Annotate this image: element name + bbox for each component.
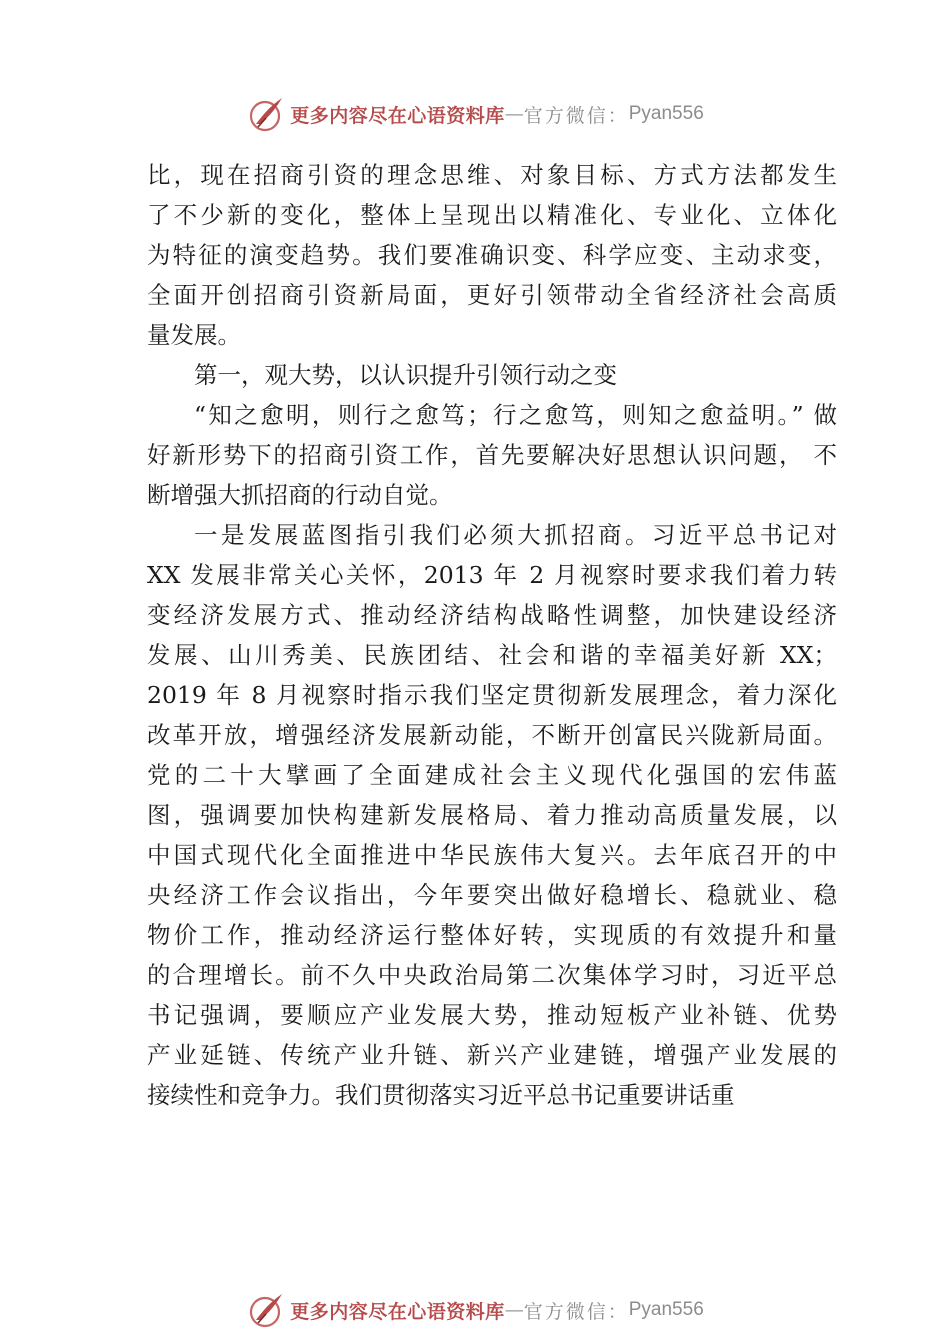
text-line: XX 发展非常关心关怀，2013 年 2 月视察时要求我们着力转 [147,561,837,589]
text-line: 书记强调，要顺应产业发展大势，推动短板产业补链、优势 [147,1001,837,1029]
text-line: 图，强调要加快构建新发展格局、着力推动高质量发展，以 [147,801,837,829]
text-line: 接续性和竞争力。我们贯彻落实习近平总书记重要讲话重 [147,1081,735,1109]
text-line: 物价工作，推动经济运行整体好转，实现质的有效提升和量 [147,921,837,949]
text-line: 比，现在招商引资的理念思维、对象目标、方式方法都发生 [147,161,837,189]
text-line: 的合理增长。前不久中央政治局第二次集体学习时，习近平总 [147,961,837,989]
document-body [147,155,837,1115]
watermark-wechat-label: 官方微信： [523,1300,629,1323]
text-line: 发展、山川秀美、民族团结、社会和谐的幸福美好新 XX； [147,641,837,669]
quill-logo-icon [246,1290,286,1330]
text-line: “知之愈明，则行之愈笃；行之愈笃，则知之愈益明。” 做 [194,401,837,429]
text-line: 为特征的演变趋势。我们要准确识变、科学应变、主动求变， [147,241,837,269]
text-line: 产业延链、传统产业升链、新兴产业建链，增强产业发展的 [147,1041,837,1069]
watermark-site-text: 更多内容尽在心语资料库 [290,1300,505,1323]
text-line: 第一，观大势，以认识提升引领行动之变 [194,361,617,389]
text-line: 中国式现代化全面推进中华民族伟大复兴。去年底召开的中 [147,841,837,869]
watermark-dash: — [504,1299,524,1321]
footer-watermark [0,1288,950,1332]
text-line: 改革开放，增强经济发展新动能，不断开创富民兴陇新局面。 [147,721,837,749]
text-line: 好新形势下的招商引资工作，首先要解决好思想认识问题， 不 [147,441,837,469]
header-watermark [0,92,950,136]
watermark-wechat-id: Pyan556 [628,103,704,124]
watermark-dash: — [504,103,524,125]
text-line: 央经济工作会议指出，今年要突出做好稳增长、稳就业、稳 [147,881,837,909]
text-line: 全面开创招商引资新局面，更好引领带动全省经济社会高质 [147,281,837,309]
text-line: 变经济发展方式、推动经济结构战略性调整，加快建设经济 [147,601,837,629]
text-line: 一是发展蓝图指引我们必须大抓招商。习近平总书记对 [194,521,837,549]
text-line: 量发展。 [147,321,241,349]
watermark-wechat-label: 官方微信： [523,104,629,127]
text-line: 党的二十大擘画了全面建成社会主义现代化强国的宏伟蓝 [147,761,837,789]
text-line: 了不少新的变化，整体上呈现出以精准化、专业化、立体化 [147,201,837,229]
text-line: 2019 年 8 月视察时指示我们坚定贯彻新发展理念，着力深化 [147,681,837,709]
quill-logo-icon [246,94,286,134]
text-line: 断增强大抓招商的行动自觉。 [147,481,453,509]
watermark-wechat-id: Pyan556 [628,1299,704,1320]
watermark-site-text: 更多内容尽在心语资料库 [290,104,505,127]
